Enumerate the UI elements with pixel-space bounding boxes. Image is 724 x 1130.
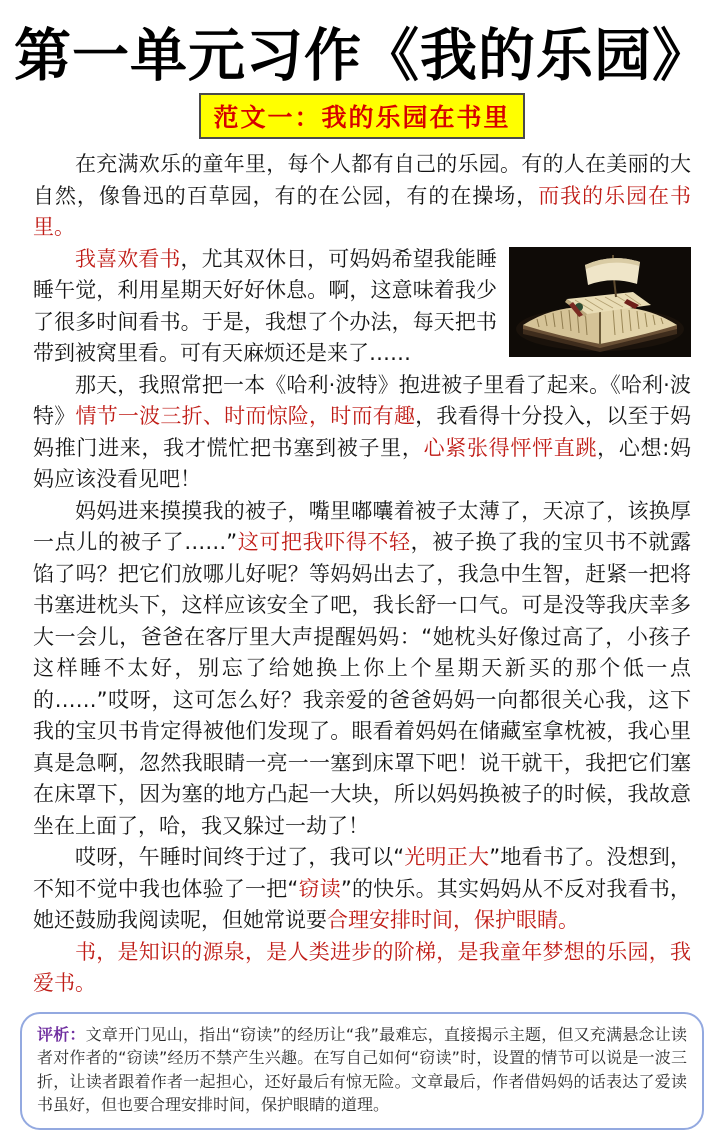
open-book-illustration — [509, 247, 691, 357]
open-book-paper-ship-photo — [509, 247, 691, 357]
text-run: 妈妈进来摸摸我的被子，嘴里嘟囔着被子太薄了，天凉了，该换厚一点儿的被子了……” — [33, 498, 691, 555]
review-text: 文章开门见山，指出“窃读”的经历让“我”最难忘，直接揭示主题，但又充满悬念让读者对作者的“窃读”经历不禁产生兴趣。在写自己如何“窃读”时，设置的情节可以说是一波三折，让读者跟着作者一起担心，还好最后有惊无险。文章最后，作者借妈妈的话表达了爱读书虽好，但也要合理安排时间，保护眼睛的道理。 — [37, 1024, 687, 1115]
review-comment-box — [20, 1012, 704, 1130]
page-title: 第一单元习作《我的乐园》 — [14, 22, 710, 89]
text-run-highlight: 而我的乐园在书里。 — [33, 183, 692, 240]
text-run: ”地看书了。没想到，不知不觉中我也体验了一把“ — [33, 845, 691, 901]
subtitle-row — [0, 93, 724, 139]
review-label: 评析： — [37, 1024, 86, 1044]
text-run-highlight: 这可把我吓得不轻 — [237, 530, 411, 555]
text-run-highlight: 合理安排时间，保护眼睛。 — [327, 908, 579, 933]
essay-paragraph-1 — [33, 149, 691, 244]
text-run-highlight: 光明正大 — [404, 845, 490, 870]
essay-paragraph-5 — [33, 842, 691, 937]
text-run: ，我看得十分投入，以至于妈妈推门进来，我才慌忙把书塞到被子里， — [33, 404, 692, 460]
text-run-highlight: 书，是知识的源泉，是人类进步的阶梯，是我童年梦想的乐园，我爱书。 — [33, 939, 691, 996]
text-run-highlight: 心紧张得怦怦直跳 — [423, 435, 598, 460]
text-run: 在充满欢乐的童年里，每个人都有自己的乐园。有的人在美丽的大自然，像鲁迅的百草园，有的在公园，有的在操场， — [33, 152, 691, 208]
essay-paragraph-6 — [33, 937, 691, 1000]
text-run-highlight: 情节一波三折、时而惊险，时而有趣 — [75, 404, 416, 429]
text-run: 哎呀，午睡时间终于过了，我可以“ — [75, 845, 405, 870]
text-run-highlight: 窃读 — [298, 876, 341, 901]
text-run: 那天，我照常把一本《哈利·波特》抱进被子里看了起来。《哈利·波特》 — [33, 372, 691, 429]
essay-body — [33, 149, 691, 1000]
text-run: ，尤其双休日，可妈妈希望我能睡睡午觉，利用星期天好好休息。啊，这意味着我少了很多时间看书。于是，我想了个办法，每天把书带到被窝里看。可有天麻烦还是来了…… — [33, 246, 498, 366]
text-run: ，心想:妈妈应该没看见吧！ — [33, 435, 692, 492]
document-page — [0, 22, 724, 1115]
essay-paragraph-3 — [33, 370, 691, 496]
text-run-highlight: 我喜欢看书 — [75, 246, 181, 271]
text-run: ，被子换了我的宝贝书不就露馅了吗？把它们放哪儿好呢？等妈妈出去了，我急中生智，赶紧一把将书塞进枕头下，这样应该安全了吧，我长舒一口气。可是没等我庆幸多大一会儿，爸爸在客厅里大声提醒妈妈：“她枕头好像过高了，小孩子这样睡不太好，别忘了给她换上你上个星期天新买的那个低一点的……”哎呀，这可怎么好？我亲爱的爸爸妈妈一向都很关心我，这下我的宝贝书肯定得被他们发现了。眼看着妈妈在储藏室拿枕被，我心里真是急啊，忽然我眼睛一亮一一塞到床罩下吧！说干就干，我把它们塞在床罩下，因为塞的地方凸起一大块，所以妈妈换被子的时候，我故意坐在上面了，哈，我又躲过一劫了！ — [33, 530, 691, 838]
essay-subtitle-banner: 范文一：我的乐园在书里 — [199, 93, 524, 139]
text-run: ”的快乐。其实妈妈从不反对我看书，她还鼓励我阅读呢，但她常说要 — [33, 876, 691, 933]
essay-paragraph-4 — [33, 496, 691, 843]
